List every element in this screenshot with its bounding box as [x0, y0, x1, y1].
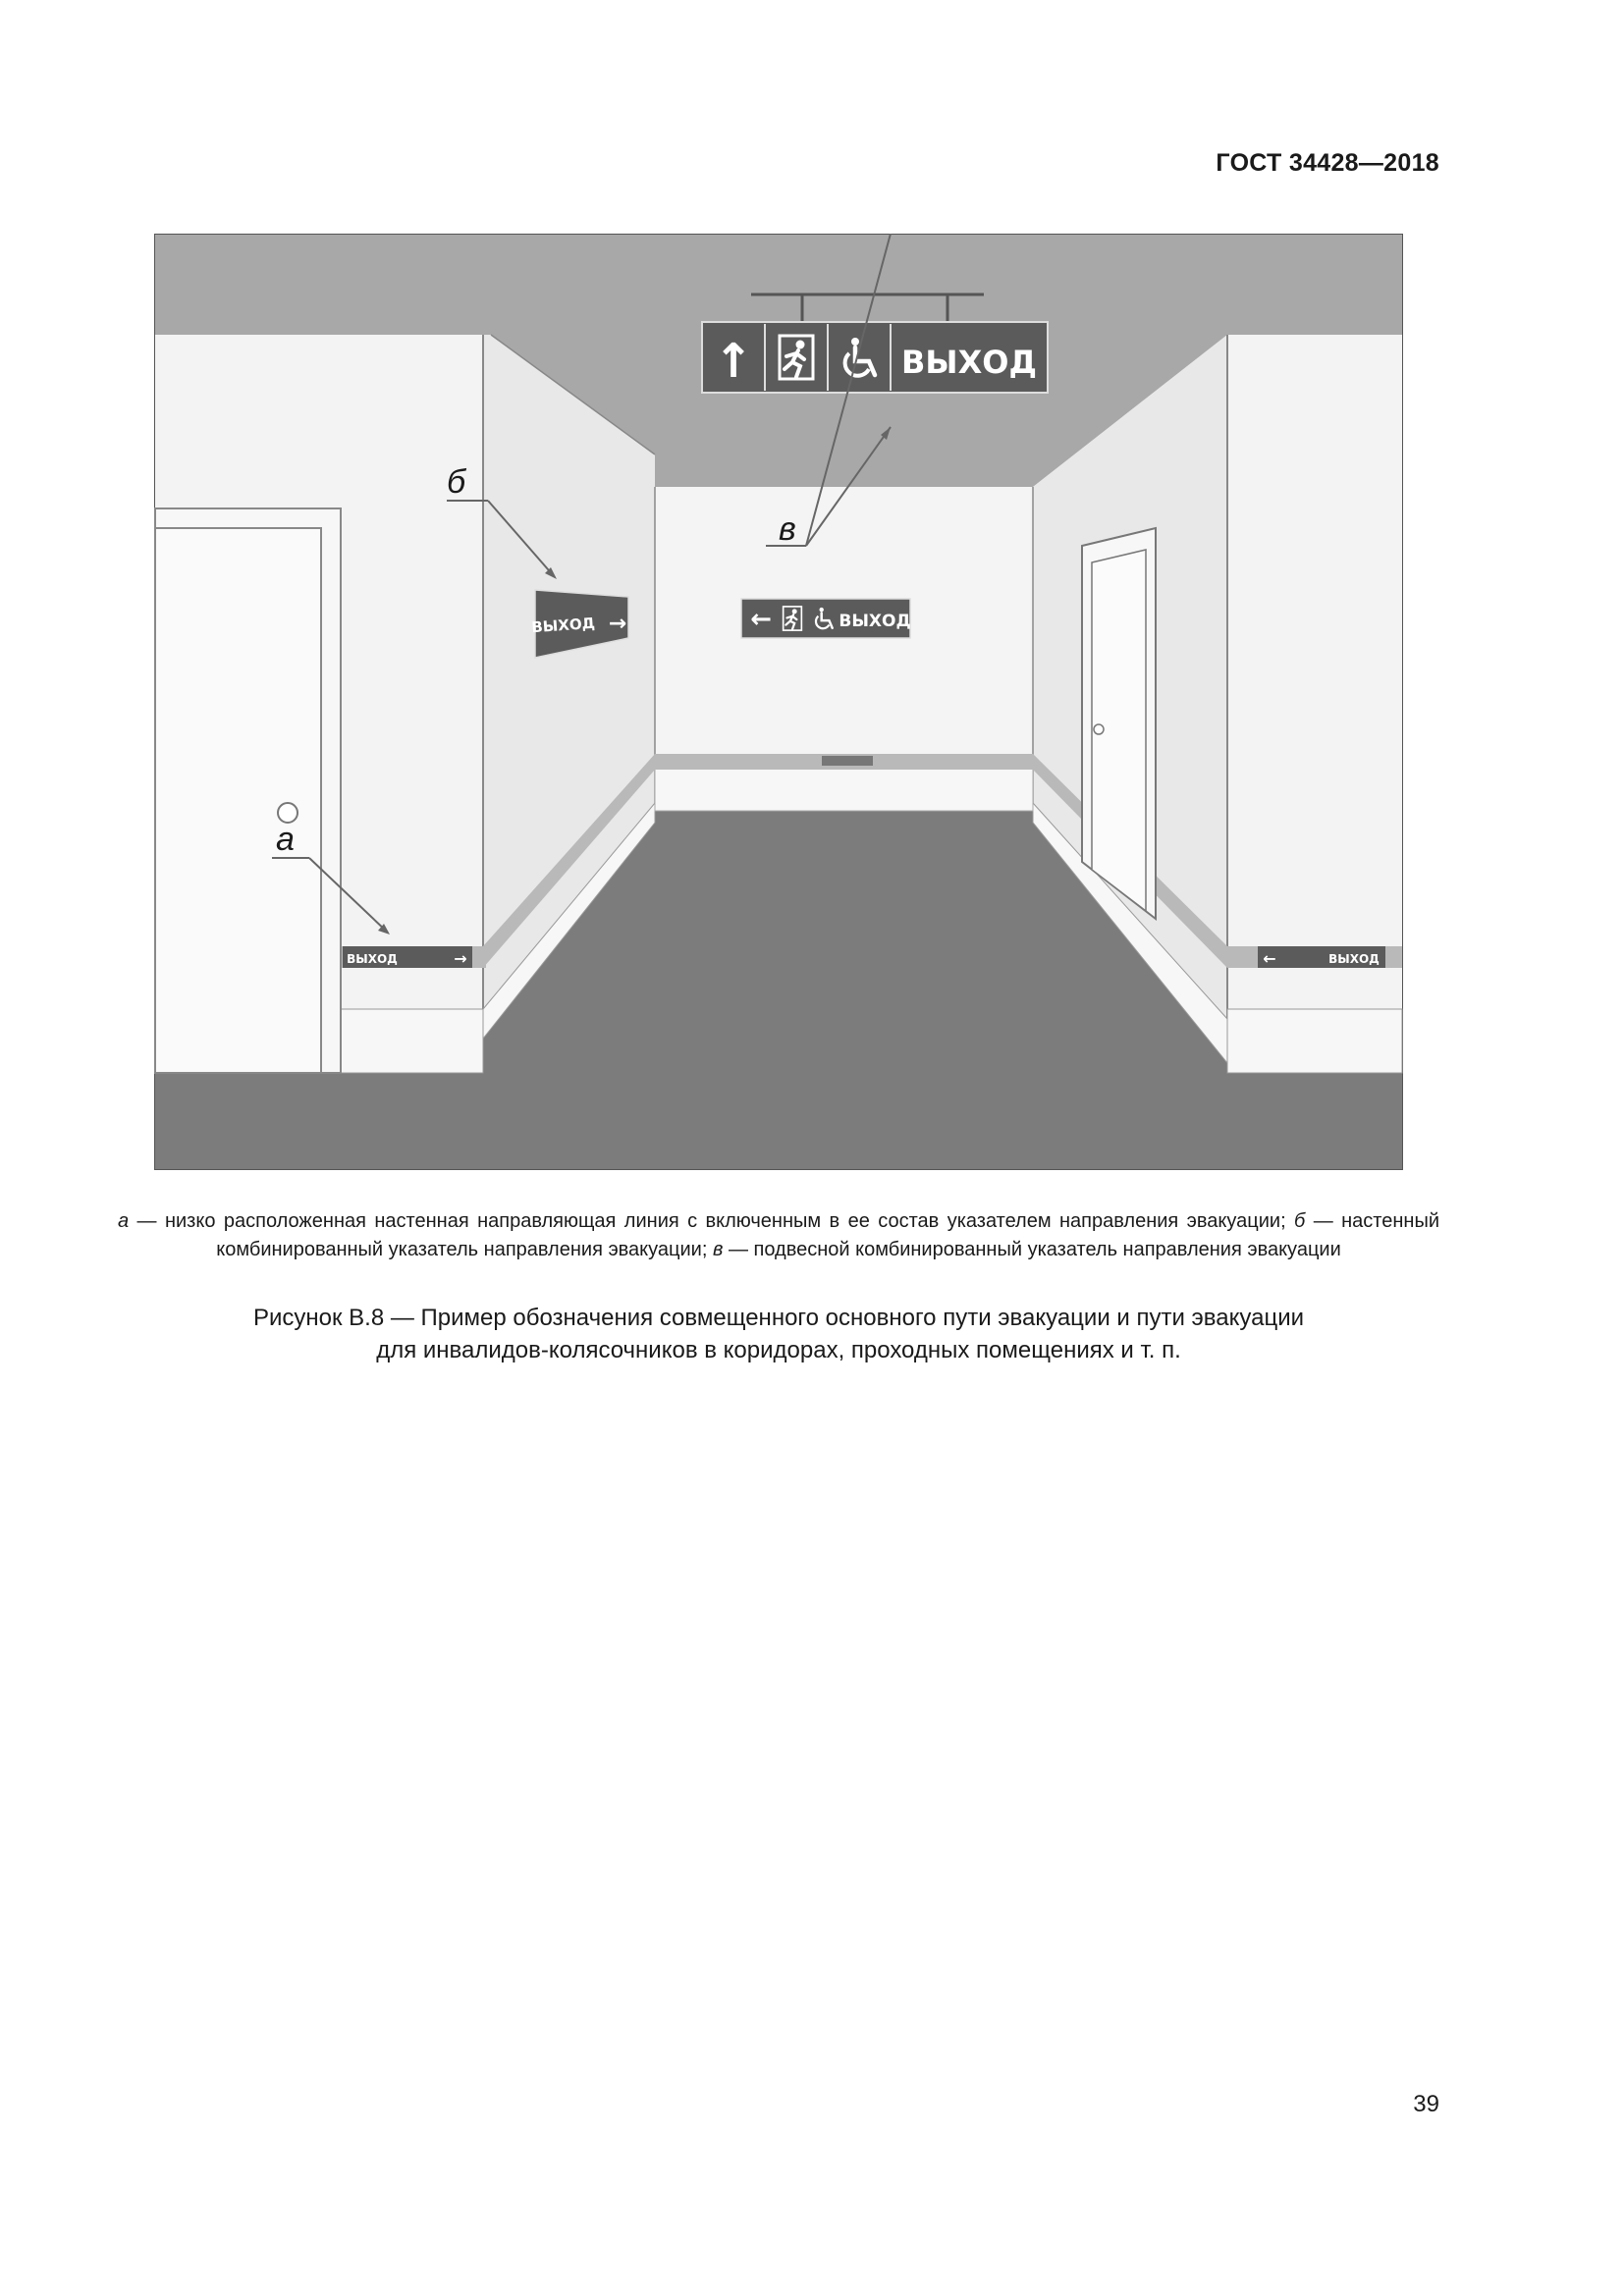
svg-text:→: →: [454, 949, 467, 968]
figure-caption: [118, 1302, 1439, 1366]
arrow-right-icon: →: [608, 612, 627, 636]
page-number: 39: [1413, 2091, 1439, 2117]
svg-text:ВЫХОД: ВЫХОД: [347, 952, 398, 966]
low-exit-sign-right: [1258, 946, 1385, 968]
far-wall-exit-sign: [741, 599, 911, 638]
svg-text:ВЫХОД: ВЫХОД: [901, 344, 1037, 381]
svg-text:ВЫХОД: ВЫХОД: [839, 612, 911, 631]
left-door: [155, 528, 321, 1073]
caption-line-2: для инвалидов-колясочников в коридорах, проходных помещениях и т. п.: [376, 1337, 1181, 1363]
door-knob-icon: [278, 803, 298, 823]
low-exit-sign-left: [343, 946, 472, 968]
corridor-svg: [154, 234, 1403, 1170]
svg-text:ВЫХОД: ВЫХОД: [530, 614, 596, 637]
hanging-exit-sign: [702, 322, 1048, 393]
caption-line-1: Рисунок В.8 — Пример обозначения совмещенного основного пути эвакуации и пути эвакуации: [252, 1305, 1305, 1331]
callout-a: а: [276, 821, 295, 858]
callout-b: б: [447, 463, 466, 501]
svg-text:ВЫХОД: ВЫХОД: [1328, 952, 1380, 966]
arrow-up-icon: ↑: [713, 334, 754, 389]
callout-v: в: [779, 510, 796, 548]
svg-text:←: ←: [1263, 949, 1276, 968]
figure-corridor-illustration: [154, 234, 1403, 1170]
document-header: ГОСТ 34428—2018: [1216, 149, 1439, 177]
arrow-left-icon: ←: [750, 605, 772, 634]
figure-legend: а — низко расположенная настенная направляющая линия с включенным в ее состав указателем направления эвакуации; б — настенный комбинированный указатель направления эвакуации; в — подвесной комбинированный указатель направления эвакуации: [118, 1210, 1439, 1260]
